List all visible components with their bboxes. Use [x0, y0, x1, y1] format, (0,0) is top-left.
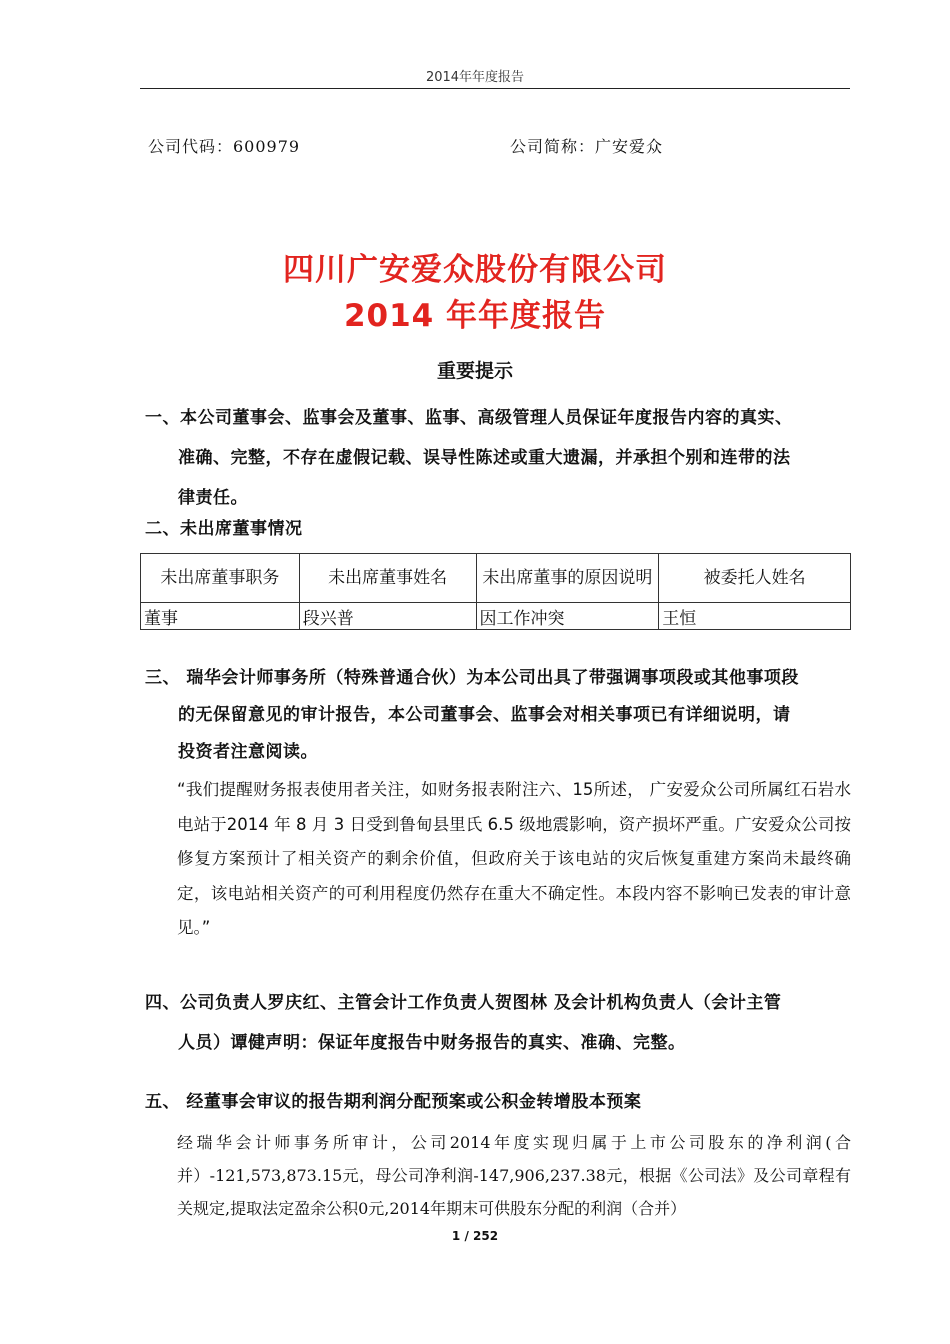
- section-four-line-1: 四、公司负责人罗庆红、主管会计工作负责人贺图林 及会计机构负责人（会计主管: [145, 993, 782, 1013]
- absent-directors-table: [140, 553, 851, 630]
- section-two-heading: 二、未出席董事情况: [145, 519, 303, 539]
- report-title-company: 四川广安爱众股份有限公司: [283, 252, 667, 288]
- page-number: 1 / 252: [451, 1229, 499, 1243]
- section-four: [145, 983, 855, 1063]
- table-cell: 董事: [141, 603, 300, 630]
- section-three-line-2: 的无保留意见的审计报告，本公司董事会、监事会对相关事项已有详细说明，请: [178, 705, 791, 725]
- section-one: [145, 398, 855, 518]
- table-row: [141, 603, 851, 630]
- profit-distribution-text: 经瑞华会计师事务所审计，公司2014年度实现归属于上市公司股东的净利润(合并）-121,573,873.15元，母公司净利润-147,906,237.38元，根据《公司法》及公司章程有关规定,提取法定盈余公积0元,2014年期末可供股东分配的利润（合并）: [177, 1133, 851, 1218]
- section-three: [145, 660, 855, 771]
- audit-emphasis-quote: [145, 773, 851, 946]
- section-five-body: [145, 1126, 851, 1225]
- table-cell: 王恒: [659, 603, 851, 630]
- section-three-line-3: 投资者注意阅读。: [178, 742, 318, 762]
- table-cell: 因工作冲突: [476, 603, 659, 630]
- table-header-cell: 被委托人姓名: [659, 554, 851, 603]
- header-rule: [140, 88, 850, 89]
- table-cell: 段兴普: [299, 603, 476, 630]
- section-one-line-1: 一、本公司董事会、监事会及董事、监事、高级管理人员保证年度报告内容的真实、: [145, 408, 793, 428]
- report-title-year: 2014 年年度报告: [343, 298, 607, 334]
- company-abbreviation: 公司简称：广安爱众: [510, 137, 664, 156]
- section-one-line-2: 准确、完整，不存在虚假记载、误导性陈述或重大遗漏，并承担个别和连带的法: [178, 448, 791, 468]
- table-header-cell: 未出席董事职务: [141, 554, 300, 603]
- important-notice-heading: 重要提示: [436, 360, 513, 382]
- table-header-cell: 未出席董事姓名: [299, 554, 476, 603]
- audit-emphasis-text: “我们提醒财务报表使用者关注，如财务报表附注六、15所述， 广安爱众公司所属红石岩水电站于2014 年 8 月 3 日受到鲁甸县里氏 6.5 级地震影响，资产损坏严重。广安爱众公司按修复方案预计了相关资产的剩余价值，但政府关于该电站的灾后恢复重建方案尚未最终确定，该电站相关资产的可利用程度仍然存在重大不确定性。本段内容不影响已发表的审计意见。”: [177, 780, 851, 937]
- table-header-row: [141, 554, 851, 603]
- section-five-heading: 五、 经董事会审议的报告期利润分配预案或公积金转增股本预案: [145, 1092, 642, 1112]
- company-code: 公司代码：600979: [148, 137, 301, 156]
- section-three-line-1: 三、 瑞华会计师事务所（特殊普通合伙）为本公司出具了带强调事项段或其他事项段: [145, 668, 799, 688]
- section-four-line-2: 人员）谭健声明：保证年度报告中财务报告的真实、准确、完整。: [178, 1033, 686, 1053]
- table-header-cell: 未出席董事的原因说明: [476, 554, 659, 603]
- section-one-line-3: 律责任。: [178, 488, 248, 508]
- running-header: 2014年年度报告: [425, 70, 525, 85]
